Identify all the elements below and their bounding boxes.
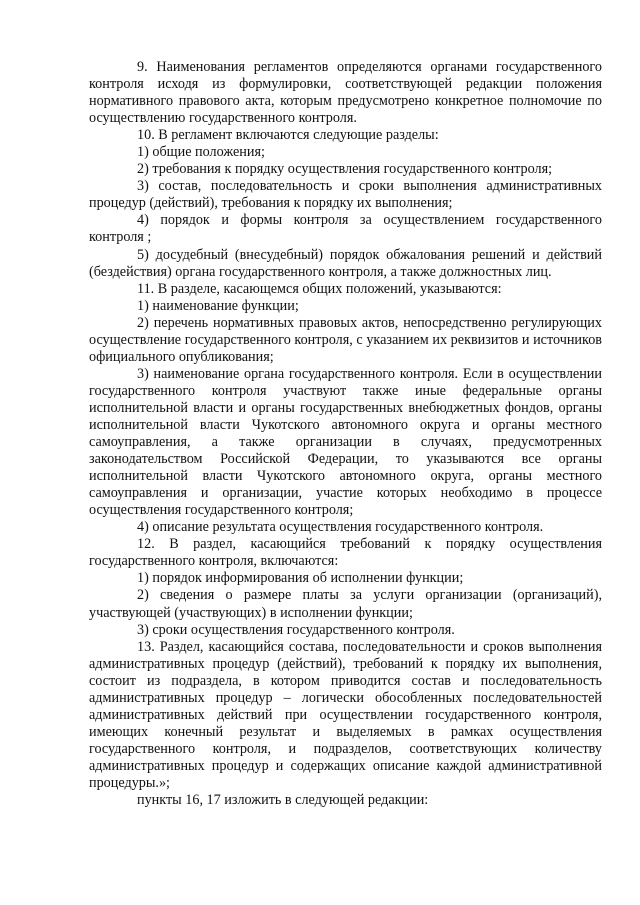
document-body bbox=[89, 59, 602, 809]
list-item-12-2: 2) сведения о размере платы за услуги организации (организаций), участвующей (участвующих) в исполнении функции; bbox=[89, 587, 602, 621]
paragraph-13: 13. Раздел, касающийся состава, последовательности и сроков выполнения административных процедур (действий), требований к порядку их выполнения, состоит из подраздела, в котором приводится состав и последовательность административных процедур – логически обособленных последовательностей административных действий при осуществлении государственного контроля, имеющих конечный результат и выделяемых в рамках осуществления государственного контроля, и подразделов, соответствующих количеству административных процедур и содержащих описание каждой административной процедуры.»; bbox=[89, 638, 602, 791]
list-item-11-3: 3) наименование органа государственного контроля. Если в осуществлении государственного контроля участвуют также иные федеральные органы исполнительной власти и органы государственных внебюджетных фондов, органы исполнительной власти Чукотского автономного округа и органы местного самоуправления, а также организации в случаях, предусмотренных законодательством Российской Федерации, то указываются все органы исполнительной власти Чукотского автономного округа, органы местного самоуправления и организации, участие которых необходимо в процессе осуществления государственного контроля; bbox=[89, 365, 602, 519]
amendment-note: пункты 16, 17 изложить в следующей редакции: bbox=[137, 792, 429, 809]
paragraph-12: 12. В раздел, касающийся требований к порядку осуществления государственного контроля, включаются: bbox=[89, 536, 602, 570]
list-item-10-1: 1) общие положения; bbox=[137, 144, 265, 161]
list-item-10-4: 4) порядок и формы контроля за осуществлением государственного контроля ; bbox=[89, 212, 602, 246]
list-item-11-4: 4) описание результата осуществления государственного контроля. bbox=[137, 519, 544, 536]
list-item-12-3: 3) сроки осуществления государственного контроля. bbox=[137, 621, 455, 638]
list-item-12-1: 1) порядок информирования об исполнении функции; bbox=[137, 570, 464, 587]
list-item-11-2: 2) перечень нормативных правовых актов, непосредственно регулирующих осуществление государственного контроля, с указанием их реквизитов и источников официального опубликования; bbox=[89, 314, 602, 365]
list-item-11-1: 1) наименование функции; bbox=[137, 297, 299, 314]
paragraph-9: 9. Наименования регламентов определяются органами государственного контроля исходя из формулировки, соответствующей редакции положения нормативного правового акта, которым предусмотрено конкретное полномочие по осуществлению государственного контроля. bbox=[89, 59, 602, 127]
list-item-10-3: 3) состав, последовательность и сроки выполнения административных процедур (действий), требования к порядку их выполнения; bbox=[89, 178, 602, 212]
paragraph-10: 10. В регламент включаются следующие разделы: bbox=[137, 127, 439, 144]
paragraph-11: 11. В разделе, касающемся общих положений, указываются: bbox=[137, 280, 502, 297]
list-item-10-2: 2) требования к порядку осуществления государственного контроля; bbox=[137, 161, 553, 178]
list-item-10-5: 5) досудебный (внесудебный) порядок обжалования решений и действий (бездействия) органа государственного контроля, а также должностных лиц. bbox=[89, 246, 602, 280]
